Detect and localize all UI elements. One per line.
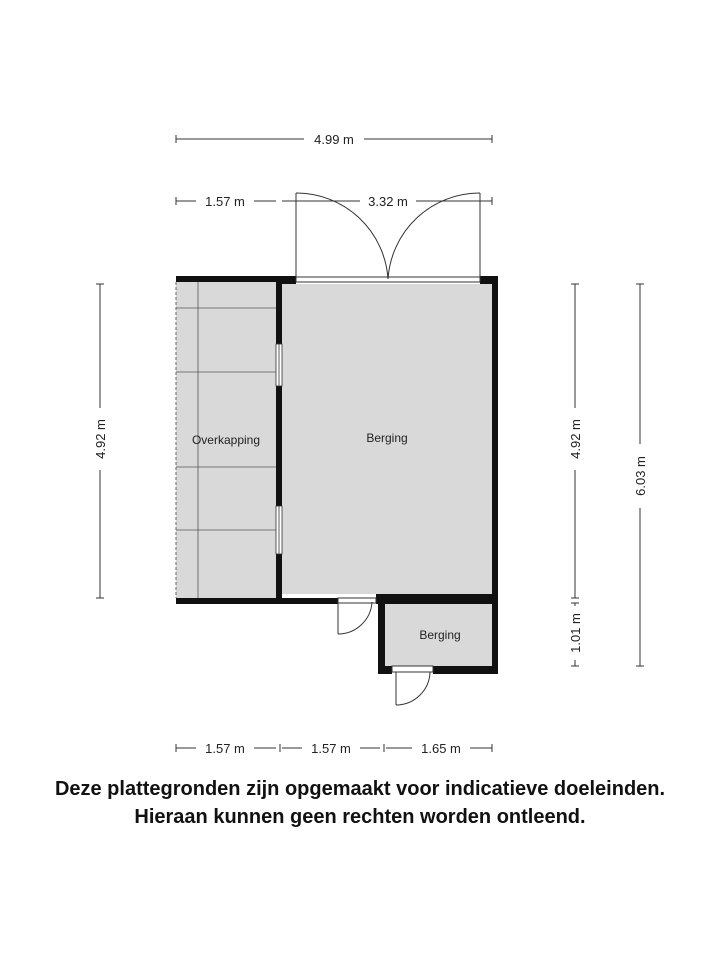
- dim-bottom-2: 1.57 m: [311, 741, 351, 756]
- room-label-berging-main: Berging: [366, 431, 408, 445]
- room-label-overkapping: Overkapping: [191, 433, 261, 447]
- dim-top-total: 4.99 m: [314, 132, 354, 147]
- window-upper: [276, 344, 282, 386]
- dim-left-height: 4.92 m: [93, 419, 108, 459]
- dim-bottom-3: 1.65 m: [421, 741, 461, 756]
- disclaimer-line-1: Deze plattegronden zijn opgemaakt voor indicatieve doeleinden.: [54, 778, 666, 800]
- dim-right-total: 6.03 m: [633, 456, 648, 496]
- room-label-berging-small: Berging: [419, 628, 461, 642]
- dim-bottom-1: 1.57 m: [205, 741, 245, 756]
- dim-top-left: 1.57 m: [205, 194, 245, 209]
- disclaimer-line-2: Hieraan kunnen geen rechten worden ontleend.: [134, 806, 586, 828]
- dim-top-right: 3.32 m: [368, 194, 408, 209]
- dim-right-small: 1.01 m: [568, 613, 583, 653]
- door-bottom-main: [338, 598, 376, 634]
- door-small-berging: [392, 666, 433, 705]
- dim-right-height: 4.92 m: [568, 419, 583, 459]
- window-lower: [276, 506, 282, 554]
